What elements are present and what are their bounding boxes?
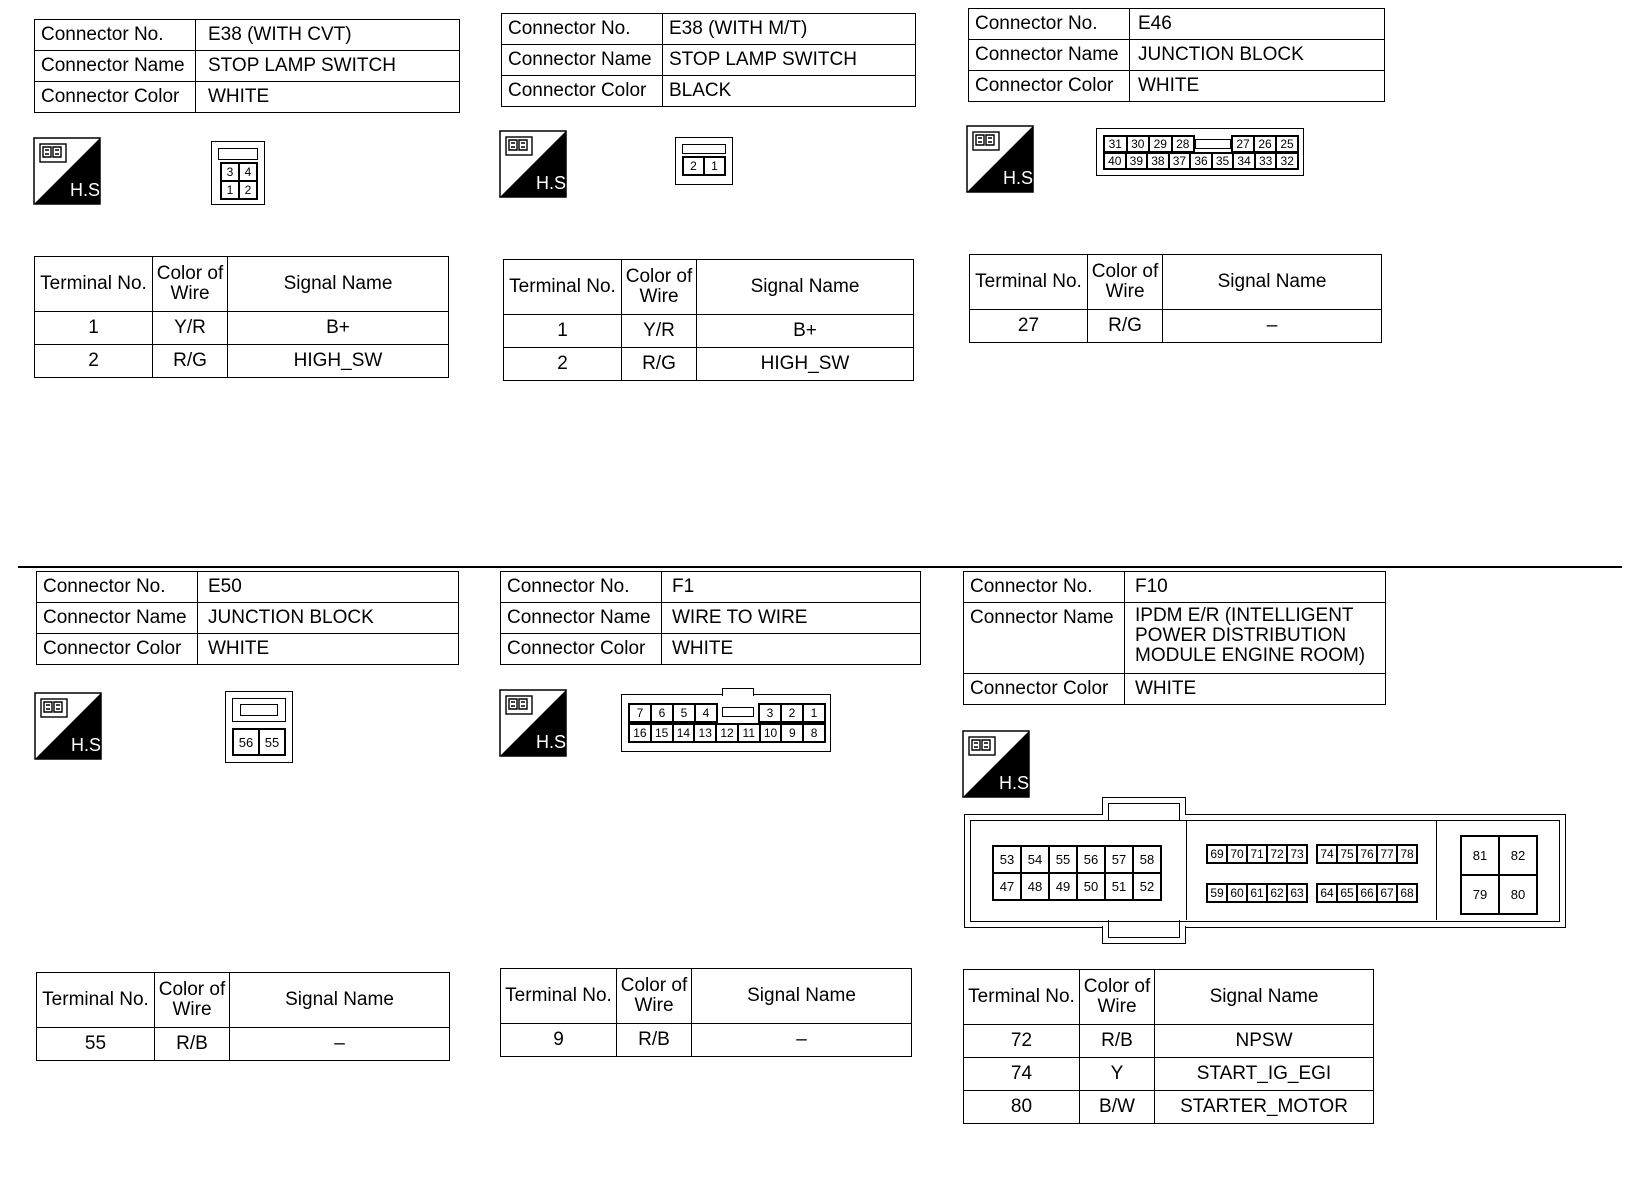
terminal-no: 2 xyxy=(504,348,622,381)
terminal-table-f1 xyxy=(500,968,912,1057)
harness-side-icon xyxy=(967,126,1039,192)
connector-no-label: Connector No. xyxy=(502,14,663,45)
pin: 57 xyxy=(1105,846,1133,873)
pin-block-b1-bottom xyxy=(1206,883,1308,903)
pin: 26 xyxy=(1254,136,1276,152)
terminal-no: 72 xyxy=(964,1025,1080,1058)
pin: 3 xyxy=(759,704,781,722)
pin: 9 xyxy=(781,724,803,742)
connector-name-value: IPDM E/R (INTELLIGENT POWER DISTRIBUTION MODULE ENGINE ROOM) xyxy=(1125,603,1386,674)
pin: 52 xyxy=(1133,873,1161,900)
pin: 37 xyxy=(1169,153,1191,169)
pin: 55 xyxy=(259,729,285,755)
pin: 36 xyxy=(1190,153,1212,169)
pin: 64 xyxy=(1317,884,1337,902)
wire-color: R/G xyxy=(1088,310,1163,343)
pin: 2 xyxy=(239,181,257,199)
connector-name-value: WIRE TO WIRE xyxy=(662,603,921,634)
connector-color-label: Connector Color xyxy=(501,634,662,665)
pin: 16 xyxy=(629,724,651,742)
connector-face-e38-cvt xyxy=(211,141,265,205)
svg-text:H.S.: H.S. xyxy=(71,735,107,755)
pin-grid xyxy=(220,162,258,200)
pin-block-b2-bottom xyxy=(1316,883,1418,903)
svg-text:H.S.: H.S. xyxy=(536,732,572,752)
pin-grid xyxy=(682,156,726,176)
pin: 25 xyxy=(1276,136,1298,152)
pin-row-bottom xyxy=(1103,152,1299,170)
pin: 32 xyxy=(1276,153,1298,169)
pin: 61 xyxy=(1247,884,1267,902)
terminal-table-e38-cvt xyxy=(34,256,449,378)
pin: 8 xyxy=(803,724,825,742)
pin-row-top-left xyxy=(1103,135,1195,153)
svg-text:H.S.: H.S. xyxy=(1003,168,1039,188)
signal-name: – xyxy=(230,1028,450,1061)
terminal-no-header: Terminal No. xyxy=(501,969,617,1024)
signal-name: NPSW xyxy=(1155,1025,1374,1058)
connector-name-label: Connector Name xyxy=(37,603,198,634)
connector-face-f10 xyxy=(964,797,1564,947)
pin: 39 xyxy=(1126,153,1148,169)
terminal-no-header: Terminal No. xyxy=(37,973,155,1028)
signal-name-header: Signal Name xyxy=(228,257,449,312)
connector-color-label: Connector Color xyxy=(964,674,1125,705)
connector-face-f1 xyxy=(621,694,831,752)
wire-color: R/B xyxy=(617,1024,692,1057)
pin: 3 xyxy=(221,163,239,181)
terminal-no-header: Terminal No. xyxy=(35,257,153,312)
pin: 76 xyxy=(1357,845,1377,863)
pin: 58 xyxy=(1133,846,1161,873)
connector-no-label: Connector No. xyxy=(501,572,662,603)
pin: 68 xyxy=(1397,884,1417,902)
terminal-table-e50 xyxy=(36,972,450,1061)
signal-name-header: Signal Name xyxy=(697,260,914,315)
wire-color: R/B xyxy=(1080,1025,1155,1058)
wire-color-header: Color of Wire xyxy=(155,973,230,1028)
pin-grid xyxy=(232,728,286,756)
wire-color-header: Color of Wire xyxy=(622,260,697,315)
pin-block-a xyxy=(992,845,1162,901)
pin: 10 xyxy=(760,724,782,742)
pin-row-top-right xyxy=(1231,135,1299,153)
connector-no-value: E50 xyxy=(198,572,459,603)
svg-text:H.S.: H.S. xyxy=(70,180,106,200)
pin: 56 xyxy=(1077,846,1105,873)
terminal-no-header: Terminal No. xyxy=(970,255,1088,310)
connector-name-label: Connector Name xyxy=(502,45,663,76)
connector-face-e46 xyxy=(1096,128,1304,176)
connector-color-value: WHITE xyxy=(1125,674,1386,705)
pin: 54 xyxy=(1021,846,1049,873)
pin: 69 xyxy=(1207,845,1227,863)
pin: 12 xyxy=(716,724,738,742)
harness-side-icon xyxy=(500,131,572,197)
pin-row-top-left xyxy=(628,703,718,723)
connector-info-e38-mt xyxy=(501,13,916,107)
wire-color: R/B xyxy=(155,1028,230,1061)
pin: 13 xyxy=(694,724,716,742)
signal-name-header: Signal Name xyxy=(1163,255,1382,310)
pin: 50 xyxy=(1077,873,1105,900)
harness-side-icon xyxy=(35,693,107,759)
pin: 74 xyxy=(1317,845,1337,863)
section-divider xyxy=(18,566,1622,568)
pin: 4 xyxy=(695,704,717,722)
terminal-no: 55 xyxy=(37,1028,155,1061)
pin: 78 xyxy=(1397,845,1417,863)
pin: 60 xyxy=(1227,884,1247,902)
pin: 80 xyxy=(1499,875,1537,914)
pin: 28 xyxy=(1172,136,1195,152)
wire-color-header: Color of Wire xyxy=(1088,255,1163,310)
signal-name: – xyxy=(692,1024,912,1057)
connector-info-e50 xyxy=(36,571,459,665)
connector-no-value: E38 (WITH CVT) xyxy=(196,20,460,51)
terminal-no: 80 xyxy=(964,1091,1080,1124)
pin: 40 xyxy=(1104,153,1126,169)
pin: 67 xyxy=(1377,884,1397,902)
harness-side-icon xyxy=(963,731,1035,797)
pin: 66 xyxy=(1357,884,1377,902)
wire-color: Y/R xyxy=(622,315,697,348)
connector-no-value: F10 xyxy=(1125,572,1386,603)
pin: 14 xyxy=(673,724,695,742)
wire-color-header: Color of Wire xyxy=(617,969,692,1024)
terminal-no: 27 xyxy=(970,310,1088,343)
connector-info-f10 xyxy=(963,571,1386,705)
signal-name: B+ xyxy=(697,315,914,348)
terminal-no-header: Terminal No. xyxy=(504,260,622,315)
pin: 55 xyxy=(1049,846,1077,873)
wire-color-header: Color of Wire xyxy=(1080,970,1155,1025)
pin: 4 xyxy=(239,163,257,181)
pin: 7 xyxy=(629,704,651,722)
pin: 38 xyxy=(1147,153,1169,169)
pin: 30 xyxy=(1127,136,1150,152)
terminal-table-f10 xyxy=(963,969,1374,1124)
pin: 34 xyxy=(1233,153,1255,169)
pin: 2 xyxy=(683,157,704,175)
terminal-no: 74 xyxy=(964,1058,1080,1091)
connector-name-label: Connector Name xyxy=(969,40,1130,71)
pin: 82 xyxy=(1499,836,1537,875)
connector-name-label: Connector Name xyxy=(35,51,196,82)
pin: 1 xyxy=(803,704,825,722)
pin: 6 xyxy=(651,704,673,722)
signal-name: – xyxy=(1163,310,1382,343)
pin: 35 xyxy=(1212,153,1234,169)
pin: 15 xyxy=(651,724,673,742)
wire-color-header: Color of Wire xyxy=(153,257,228,312)
lock-tab xyxy=(240,704,278,716)
pin: 27 xyxy=(1232,136,1254,152)
pin: 53 xyxy=(993,846,1021,873)
pin: 47 xyxy=(993,873,1021,900)
pin: 31 xyxy=(1104,136,1127,152)
wire-color: R/G xyxy=(153,345,228,378)
signal-name: STARTER_MOTOR xyxy=(1155,1091,1374,1124)
pin: 72 xyxy=(1267,845,1287,863)
connector-name-label: Connector Name xyxy=(501,603,662,634)
harness-side-icon xyxy=(500,690,572,756)
connector-no-label: Connector No. xyxy=(964,572,1125,603)
pin-block-b1-top xyxy=(1206,844,1308,864)
connector-no-value: F1 xyxy=(662,572,921,603)
signal-name-header: Signal Name xyxy=(692,969,912,1024)
terminal-no: 1 xyxy=(35,312,153,345)
pin: 65 xyxy=(1337,884,1357,902)
terminal-no: 9 xyxy=(501,1024,617,1057)
signal-name: B+ xyxy=(228,312,449,345)
connector-name-value: STOP LAMP SWITCH xyxy=(663,45,916,76)
connector-name-value: JUNCTION BLOCK xyxy=(198,603,459,634)
connector-name-value: JUNCTION BLOCK xyxy=(1130,40,1385,71)
pin-block-c xyxy=(1460,835,1538,915)
signal-name: HIGH_SW xyxy=(228,345,449,378)
pin: 79 xyxy=(1461,875,1499,914)
connector-color-label: Connector Color xyxy=(35,82,196,113)
connector-face-e38-mt xyxy=(675,137,733,185)
connector-color-value: BLACK xyxy=(663,76,916,107)
connector-name-value: STOP LAMP SWITCH xyxy=(196,51,460,82)
connector-info-e38-cvt xyxy=(34,19,460,113)
pin-row-bottom xyxy=(628,723,826,743)
pin: 63 xyxy=(1287,884,1307,902)
pin: 11 xyxy=(738,724,760,742)
connector-color-value: WHITE xyxy=(1130,71,1385,102)
pin: 75 xyxy=(1337,845,1357,863)
lock-tab xyxy=(722,707,754,717)
pin: 77 xyxy=(1377,845,1397,863)
pin: 1 xyxy=(704,157,725,175)
pin: 70 xyxy=(1227,845,1247,863)
pin-block-b2-top xyxy=(1316,844,1418,864)
connector-color-label: Connector Color xyxy=(502,76,663,107)
terminal-table-e38-mt xyxy=(503,259,914,381)
connector-color-label: Connector Color xyxy=(37,634,198,665)
connector-no-value: E38 (WITH M/T) xyxy=(663,14,916,45)
wire-color: Y/R xyxy=(153,312,228,345)
pin: 56 xyxy=(233,729,259,755)
connector-info-e46 xyxy=(968,8,1385,102)
wire-color: R/G xyxy=(622,348,697,381)
connector-no-value: E46 xyxy=(1130,9,1385,40)
connector-no-label: Connector No. xyxy=(969,9,1130,40)
pin: 62 xyxy=(1267,884,1287,902)
pin: 73 xyxy=(1287,845,1307,863)
connector-color-label: Connector Color xyxy=(969,71,1130,102)
signal-name: HIGH_SW xyxy=(697,348,914,381)
connector-color-value: WHITE xyxy=(196,82,460,113)
terminal-no: 1 xyxy=(504,315,622,348)
harness-side-icon xyxy=(34,138,106,204)
connector-info-f1 xyxy=(500,571,921,665)
connector-color-value: WHITE xyxy=(198,634,459,665)
pin: 49 xyxy=(1049,873,1077,900)
connector-no-label: Connector No. xyxy=(35,20,196,51)
terminal-table-e46 xyxy=(969,254,1382,343)
pin: 81 xyxy=(1461,836,1499,875)
lock-tab xyxy=(1195,139,1231,149)
svg-text:H.S.: H.S. xyxy=(999,773,1035,793)
pin: 5 xyxy=(673,704,695,722)
terminal-no-header: Terminal No. xyxy=(964,970,1080,1025)
wire-color: B/W xyxy=(1080,1091,1155,1124)
connector-no-label: Connector No. xyxy=(37,572,198,603)
connector-face-e50 xyxy=(225,691,293,763)
terminal-no: 2 xyxy=(35,345,153,378)
signal-name: START_IG_EGI xyxy=(1155,1058,1374,1091)
pin: 51 xyxy=(1105,873,1133,900)
signal-name-header: Signal Name xyxy=(230,973,450,1028)
pin: 59 xyxy=(1207,884,1227,902)
connector-color-value: WHITE xyxy=(662,634,921,665)
connector-name-label: Connector Name xyxy=(964,603,1125,674)
pin: 71 xyxy=(1247,845,1267,863)
pin: 1 xyxy=(221,181,239,199)
signal-name-header: Signal Name xyxy=(1155,970,1374,1025)
pin: 48 xyxy=(1021,873,1049,900)
svg-text:H.S.: H.S. xyxy=(536,173,572,193)
pin: 33 xyxy=(1255,153,1277,169)
pin: 2 xyxy=(781,704,803,722)
pin-row-top-right xyxy=(758,703,826,723)
pin: 29 xyxy=(1149,136,1172,152)
wire-color: Y xyxy=(1080,1058,1155,1091)
